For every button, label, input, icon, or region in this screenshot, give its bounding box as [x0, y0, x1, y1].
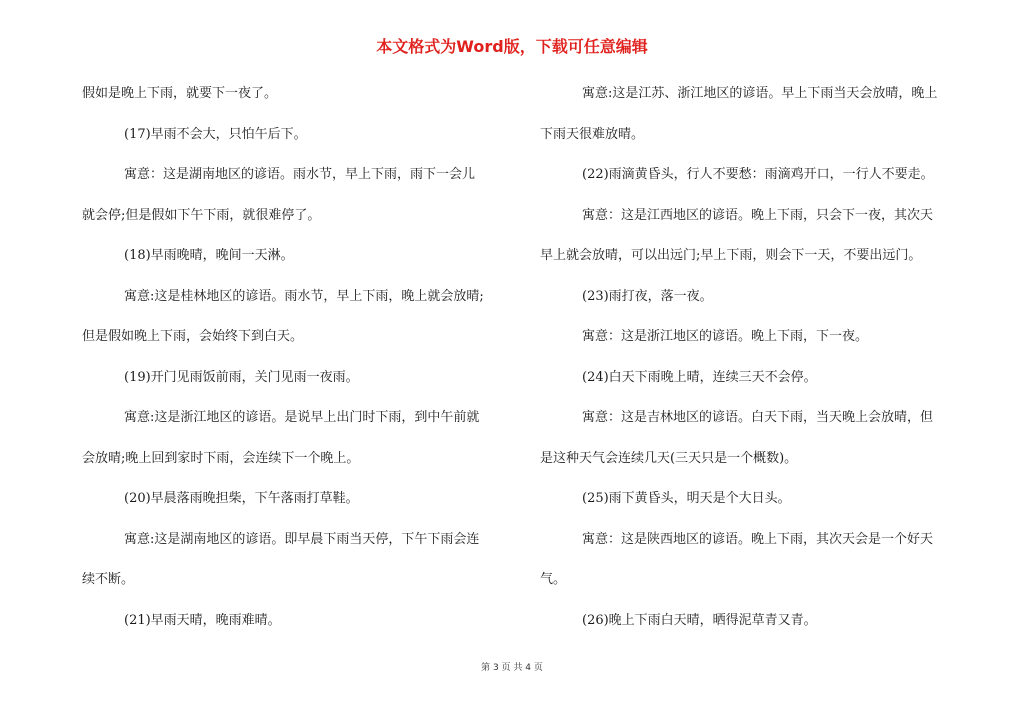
text-line: 寓意:这是江苏、浙江地区的谚语。早上下雨当天会放晴，晚上: [582, 86, 938, 101]
left-column: [82, 80, 502, 647]
text-line: 寓意：这是陕西地区的谚语。晚上下雨，其次天会是一个好天: [582, 531, 934, 547]
text-line: 寓意:这是桂林地区的谚语。雨水节，早上下雨，晚上就会放晴;: [124, 288, 484, 304]
text-line: 会放晴;晚上回到家时下雨，会连续下一个晚上。: [82, 450, 360, 466]
text-line: (19)开门见雨饭前雨，关门见雨一夜雨。: [124, 369, 359, 385]
text-line: 早上就会放晴，可以出远门;早上下雨，则会下一天，不要出远门。: [540, 248, 922, 263]
text-line: (23)雨打夜，落一夜。: [582, 288, 713, 304]
text-line: 续不断。: [82, 572, 135, 587]
text-line: (17)早雨不会大，只怕午后下。: [124, 126, 307, 142]
text-line: 气。: [540, 572, 567, 587]
text-line: (24)白天下雨晚上晴，连续三天不会停。: [582, 369, 817, 385]
text-line: 寓意:这是湖南地区的谚语。即早晨下雨当天停，下午下雨会连: [124, 531, 480, 547]
text-line: 寓意：这是湖南地区的谚语。雨水节，早上下雨，雨下一会儿: [124, 167, 476, 182]
text-line: (22)雨滴黄昏头，行人不要愁：雨滴鸡开口，一行人不要走。: [582, 167, 934, 182]
text-line: (18)早雨晚晴，晚间一天淋。: [124, 248, 294, 263]
text-line: 是这种天气会连续几天(三天只是一个概数)。: [540, 450, 798, 466]
text-line: 但是假如晚上下雨，会始终下到白天。: [82, 329, 304, 344]
page-footer: 第 3 页 共 4 页: [481, 663, 543, 673]
text-line: 下雨天很难放晴。: [540, 126, 645, 142]
text-line: (21)早雨天晴，晚雨难晴。: [124, 612, 281, 628]
text-line: (25)雨下黄昏头，明天是个大日头。: [582, 491, 791, 506]
text-line: 寓意：这是吉林地区的谚语。白天下雨，当天晚上会放晴，但: [582, 410, 934, 425]
text-line: 寓意:这是浙江地区的谚语。是说早上出门时下雨，到中午前就: [124, 410, 480, 425]
text-line: (26)晚上下雨白天晴，晒得泥草青又青。: [582, 612, 817, 628]
right-column: [540, 80, 960, 647]
text-line: 寓意：这是浙江地区的谚语。晚上下雨，下一夜。: [582, 329, 869, 344]
text-line: (20)早晨落雨晚担柴，下午落雨打草鞋。: [124, 491, 359, 506]
text-line: 就会停;但是假如下午下雨，就很难停了。: [82, 207, 321, 223]
text-line: 假如是晚上下雨，就要下一夜了。: [82, 86, 278, 101]
text-line: 寓意：这是江西地区的谚语。晚上下雨，只会下一夜，其次天: [582, 207, 934, 223]
document-banner: 本文格式为Word版，下载可任意编辑: [376, 37, 648, 56]
